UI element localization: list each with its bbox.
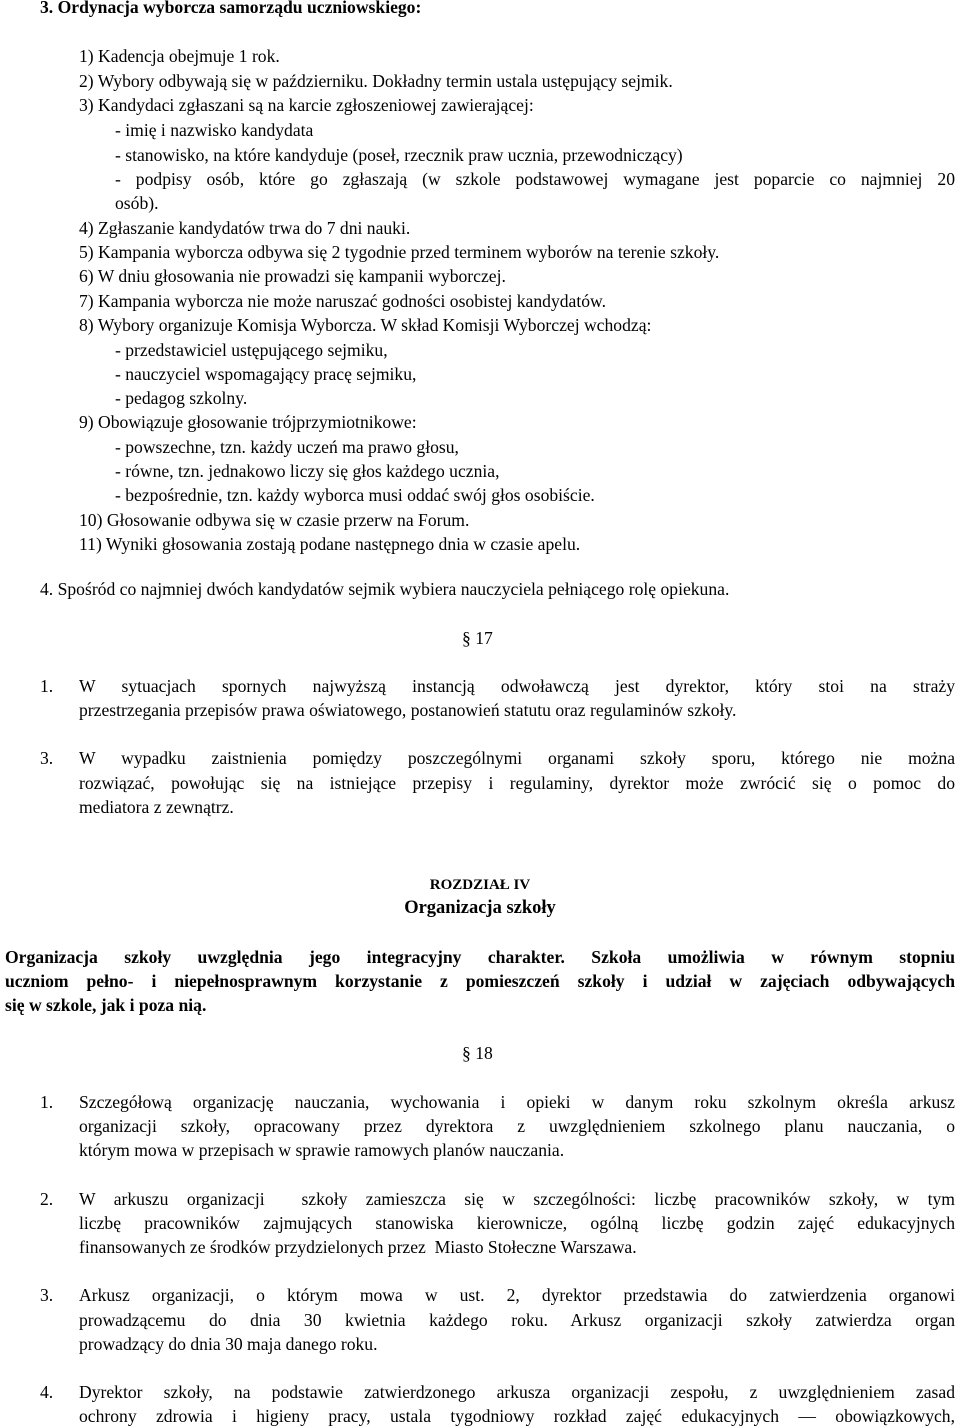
item-line: Dyrektor szkoły, na podstawie zatwierdzonego arkusza organizacji zespołu, z uwzględnieniem zasad — [79, 1382, 955, 1402]
item-line: W wypadku zaistnienia pomiędzy poszczególnymi organami szkoły sporu, którego nie można — [79, 748, 955, 768]
item-line: finansowanych ze środków przydzielonych przez Miasto Stołeczne Warszawa. — [79, 1237, 637, 1257]
chapter-title: Organizacja szkoły — [404, 898, 556, 918]
chapter-intro-line: Organizacja szkoły uwzględnia jego integracyjny charakter. Szkoła umożliwia w równym stopniu — [5, 947, 955, 967]
list-item: - nauczyciel wspomagający pracę sejmiku, — [115, 364, 417, 384]
list-item: - powszechne, tzn. każdy uczeń ma prawo głosu, — [115, 437, 459, 457]
list-item: 5) Kampania wyborcza odbywa się 2 tygodnie przed terminem wyborów na terenie szkoły. — [79, 242, 720, 262]
list-item: osób). — [115, 193, 159, 213]
list-item: - stanowisko, na które kandyduje (poseł, rzecznik praw ucznia, przewodniczący) — [115, 145, 683, 165]
item-line: którym mowa w przepisach w sprawie ramowych planów nauczania. — [79, 1140, 565, 1160]
section-4-text: 4. Spośród co najmniej dwóch kandydatów sejmik wybiera nauczyciela pełniącego rolę opiekuna. — [40, 579, 730, 599]
list-item: 1) Kadencja obejmuje 1 rok. — [79, 46, 280, 66]
item-number: 1. — [40, 676, 54, 696]
item-line: prowadzący do dnia 30 maja danego roku. — [79, 1334, 378, 1354]
paragraph-heading: § 17 — [462, 628, 493, 648]
list-item: - równe, tzn. jednakowo liczy się głos każdego ucznia, — [115, 461, 500, 481]
list-item: - podpisy osób, które go zgłaszają (w szkole podstawowej wymagane jest poparcie co najmniej 20 — [115, 169, 955, 189]
list-item: 11) Wyniki głosowania zostają podane następnego dnia w czasie apelu. — [79, 534, 581, 554]
item-line: liczbę pracowników zajmujących stanowiska kierownicze, ogólną liczbę godzin zajęć edukacyjnych — [79, 1213, 955, 1233]
item-line: mediatora z zewnątrz. — [79, 797, 234, 817]
list-item: - pedagog szkolny. — [115, 388, 248, 408]
list-item: 10) Głosowanie odbywa się w czasie przerw na Forum. — [79, 510, 470, 530]
list-item: - imię i nazwisko kandydata — [115, 120, 314, 140]
item-line: prowadzącemu do dnia 30 kwietnia każdego roku. Arkusz organizacji szkoły zatwierdza organ — [79, 1310, 955, 1330]
list-item: 3) Kandydaci zgłaszani są na karcie zgłoszeniowej zawierającej: — [79, 95, 534, 115]
item-line: organizacji szkoły, opracowany przez dyrektora z uwzględnieniem szkolnego planu nauczania, o — [79, 1116, 955, 1136]
section-heading: 3. Ordynacja wyborcza samorządu uczniowskiego: — [40, 0, 422, 17]
list-item: 4) Zgłaszanie kandydatów trwa do 7 dni nauki. — [79, 218, 411, 238]
list-item: - przedstawiciel ustępującego sejmiku, — [115, 340, 388, 360]
chapter-intro-line: uczniom pełno- i niepełnosprawnym korzystanie z pomieszczeń szkoły i udział w zajęciach odbywających — [5, 971, 955, 991]
item-number: 3. — [40, 748, 54, 768]
chapter-label: ROZDZIAŁ IV — [429, 877, 531, 893]
item-line: Arkusz organizacji, o którym mowa w ust. 2, dyrektor przedstawia do zatwierdzenia organowi — [79, 1285, 955, 1305]
item-line: ochrony zdrowia i higieny pracy, ustala tygodniowy rozkład zajęć edukacyjnych — obowiązkowych, — [79, 1406, 955, 1426]
chapter-intro-line: się w szkole, jak i poza nią. — [5, 995, 207, 1015]
item-number: 4. — [40, 1382, 54, 1402]
item-line: przestrzegania przepisów prawa oświatowego, postanowień statutu oraz regulaminów szkoły. — [79, 700, 737, 720]
item-number: 1. — [40, 1092, 54, 1112]
item-line: rozwiązać, powołując się na istniejące przepisy i regulaminy, dyrektor może zwrócić się o pomoc do — [79, 773, 955, 793]
item-number: 3. — [40, 1285, 54, 1305]
list-item: 9) Obowiązuje głosowanie trójprzymiotnikowe: — [79, 412, 417, 432]
paragraph-heading: § 18 — [462, 1043, 493, 1063]
list-item: - bezpośrednie, tzn. każdy wyborca musi oddać swój głos osobiście. — [115, 485, 595, 505]
item-number: 2. — [40, 1189, 54, 1209]
list-item: 2) Wybory odbywają się w październiku. Dokładny termin ustala ustępujący sejmik. — [79, 71, 673, 91]
item-line: Szczegółową organizację nauczania, wychowania i opieki w danym roku szkolnym określa arkusz — [79, 1092, 955, 1112]
list-item: 7) Kampania wyborcza nie może naruszać godności osobistej kandydatów. — [79, 291, 606, 311]
item-line: W arkuszu organizacji szkoły zamieszcza się w szczególności: liczbę pracowników szkoły, w tym — [79, 1189, 955, 1209]
item-line: W sytuacjach spornych najwyższą instancją odwoławczą jest dyrektor, który stoi na straży — [79, 676, 955, 696]
list-item: 8) Wybory organizuje Komisja Wyborcza. W skład Komisji Wyborczej wchodzą: — [79, 315, 652, 335]
list-item: 6) W dniu głosowania nie prowadzi się kampanii wyborczej. — [79, 266, 506, 286]
